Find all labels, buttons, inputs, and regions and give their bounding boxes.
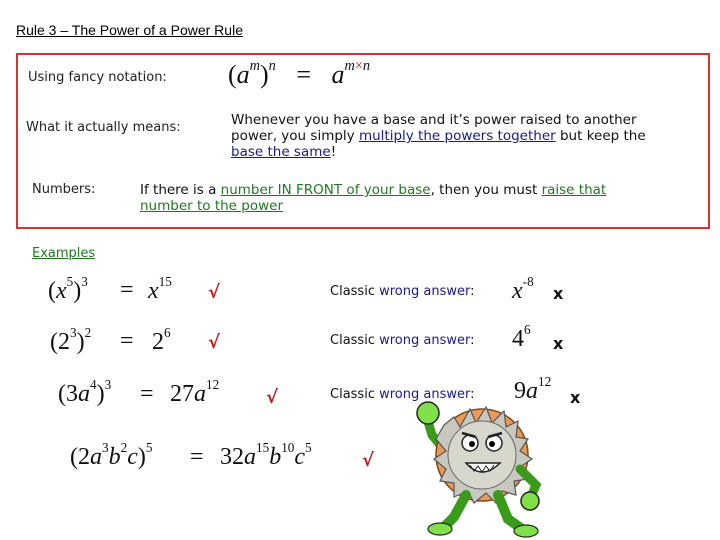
example-3-cross-icon: x xyxy=(570,388,581,407)
example-2-lhs: $(2^3)^2$ xyxy=(50,325,92,355)
example-1-cross-icon: x xyxy=(553,284,564,303)
meaning-label: What it actually means: xyxy=(26,120,181,135)
fancy-formula: $(a^m)^n = a^{m\times n}$ xyxy=(228,58,371,89)
example-4-equals: = xyxy=(190,444,204,470)
meaning-text: Whenever you have a base and it’s power raised to another power, you simply multiply the powers together but keep the base the same! xyxy=(231,112,646,160)
example-3-equals: = xyxy=(140,381,154,407)
example-3-lhs: $(3a^4)^3$ xyxy=(58,377,112,407)
example-2-equals: = xyxy=(120,328,134,354)
example-2-wrong-label: Classic wrong answer: xyxy=(330,333,475,348)
examples-heading: Examples xyxy=(32,246,96,261)
raise-number-link: raise that number to the power xyxy=(140,182,607,214)
example-1-lhs: $(x^5)^3$ xyxy=(48,274,88,304)
numbers-label: Numbers: xyxy=(32,182,96,197)
example-1-wrong-answer: $x^{-8}$ xyxy=(512,274,534,304)
example-1-wrong-label: Classic wrong answer: xyxy=(330,284,475,299)
example-3-check-icon: √ xyxy=(266,387,279,408)
monster-mascot-icon xyxy=(404,395,554,538)
example-2-cross-icon: x xyxy=(553,334,564,353)
example-2-check-icon: √ xyxy=(208,332,221,353)
example-3-wrong-answer: $9a^{12}$ xyxy=(514,374,552,404)
example-4-rhs: $32a^{15}b^{10}c^5$ xyxy=(220,440,312,470)
fancy-notation-label: Using fancy notation: xyxy=(28,70,167,85)
example-1-equals: = xyxy=(120,277,134,303)
multiply-powers-link: multiply the powers together xyxy=(358,128,556,144)
example-3-rhs: $27a^{12}$ xyxy=(170,377,220,407)
example-2-rhs: $2^6$ xyxy=(152,325,171,355)
example-2-wrong-answer: $4^6$ xyxy=(512,322,531,352)
numbers-text: If there is a number IN FRONT of your base, then you must raise that number to the power xyxy=(140,182,607,214)
base-same-link: base the same xyxy=(231,144,331,160)
example-4-lhs: $(2a^3b^2c)^5$ xyxy=(70,440,153,470)
example-4-check-icon: √ xyxy=(362,450,375,471)
example-3-wrong-label: Classic wrong answer: xyxy=(330,387,475,402)
number-in-front-link: number IN FRONT of your base xyxy=(220,182,431,198)
example-1-check-icon: √ xyxy=(208,282,221,303)
page-title: Rule 3 – The Power of a Power Rule xyxy=(16,22,243,38)
example-1-rhs: $x^{15}$ xyxy=(148,274,172,304)
